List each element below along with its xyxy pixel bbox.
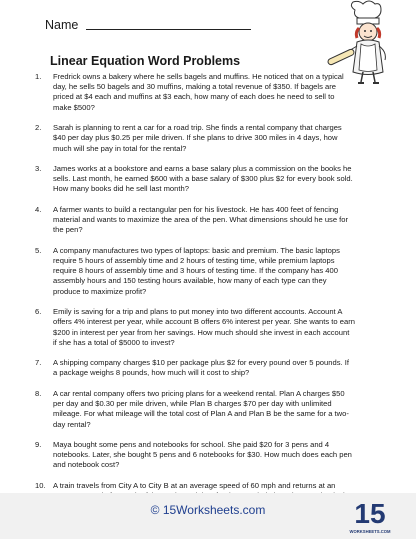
problem-text: A train travels from City A to City B at an average speed of 60 mph and returns at an [53,480,336,490]
problem-text: A shipping company charges $10 per package plus $2 for every pound over 5 pounds. If a package weighs 8 pounds, how much will it cost to ship? [53,358,349,378]
problem-item-7 [35,358,355,378]
page-title: Linear Equation Word Problems [50,54,241,68]
problem-item-4 [35,205,355,236]
problem-text: A car rental company offers two pricing plans for a weekend rental. Plan A charges $50 per day and $0.30 per mile driven, while Plan B charges $70 per day with unlimited mileage. For what mileage will the total cost of Plan A and Plan B be the same for a two-day rental? [53,388,349,429]
footer-copyright-link[interactable]: © 15Worksheets.com [150,503,266,517]
problem-list [35,72,355,522]
problem-number: 9. [35,440,42,450]
problem-item-2 [35,123,355,154]
name-blank-line[interactable] [86,28,251,30]
problem-text: Fredrick owns a bakery where he sells bagels and muffins. He noticed that on a typical day, he sells 50 bagels and 30 muffins, making a total revenue of $350. If bagels are priced at $4 each and muffins at $3 each, how many of each does he need to sell to make $500? [53,72,344,112]
problem-text: A company manufactures two types of laptops: basic and premium. The basic laptops require 5 hours of assembly time and 2 hours of testing time, while premium laptops require 8 hours of assembly time and 3 hours of testing time. If the company has 400 assembly hours and 150 testing hours available, how many of each type can they produce to maximize profit? [53,245,340,296]
problem-item-6 [35,307,355,348]
name-row [45,18,251,32]
problem-text: Sarah is planning to rent a car for a road trip. She finds a rental company that charges $40 per day plus $0.25 per mile driven. If she plans to drive 300 miles in 4 days, how much will she pay in total for the rental? [53,123,342,153]
problem-text: A farmer wants to build a rectangular pen for his livestock. He has 400 feet of fencing material and wants to maximize the area of the pen. What dimensions should he use for the pen? [53,204,349,235]
problem-number: 1. [35,72,42,81]
problem-item-8 [35,389,355,430]
problem-number: 8. [35,388,42,398]
problem-item-3 [35,164,355,195]
problem-number: 4. [35,204,42,214]
problem-number: 2. [35,123,42,133]
logo-number: 15 [354,498,386,529]
problem-item-1 [35,72,355,113]
15-worksheets-logo[interactable] [349,496,391,536]
problem-text: Emily is saving for a trip and plans to put money into two different accounts. Account A offers 4% interest per year, while account B offers 6% interest per year. She wants to earn $200 in interest per year from her savings. How much should she invest in each account if she has a total of $5000 to invest? [53,307,355,347]
name-label: Name [45,18,79,32]
problem-item-5 [35,246,355,297]
problem-number: 3. [35,164,42,174]
problem-text: Maya bought some pens and notebooks for school. She paid $20 for 3 pens and 4 notebooks. Later, she bought 5 pens and 6 notebooks for $30. How much does each pen and notebook cost? [53,440,352,470]
logo-text: WORKSHEETS.COM [349,529,391,534]
problem-number: 6. [35,307,42,317]
problem-number: 10. [35,480,46,490]
problem-item-9 [35,440,355,471]
problem-number: 5. [35,245,42,255]
problem-number: 7. [35,358,42,368]
problem-text: James works at a bookstore and earns a base salary plus a commission on the books he sells. Last month, he earned $600 with a base salary of $300 plus $2 for every book sold. How many books did he sell last month? [53,164,353,194]
